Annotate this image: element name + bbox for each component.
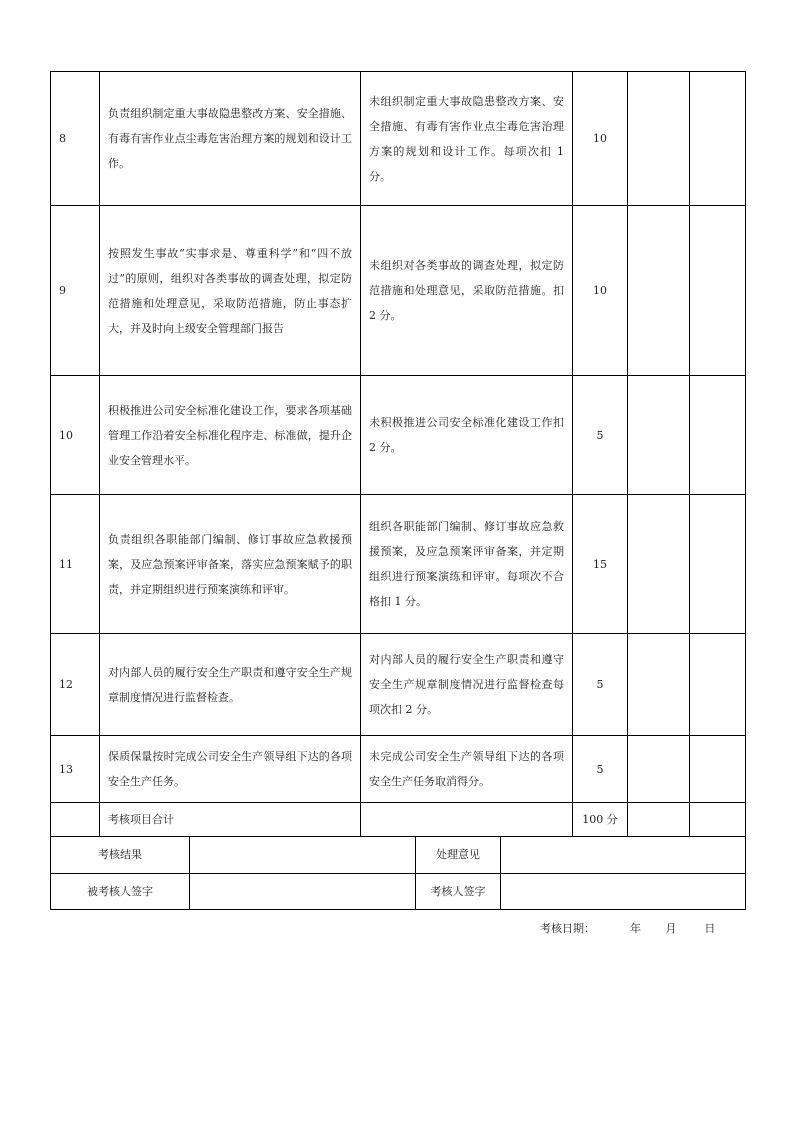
requirement-cell: 对内部人员的履行安全生产职责和遵守安全生产规章制度情况进行监督检查。 [100, 634, 361, 736]
total-remark-cell [690, 803, 746, 837]
remark-cell [690, 736, 746, 803]
deduction-cell [628, 634, 690, 736]
remark-cell [690, 72, 746, 206]
result-label: 考核结果 [51, 837, 190, 874]
table-row [51, 634, 746, 736]
assessment-table [50, 71, 746, 837]
assessee-sign-label: 被考核人签字 [51, 874, 190, 910]
table-row [51, 736, 746, 803]
requirement-cell: 负责组织各职能部门编制、修订事故应急救援预案，及应急预案评审备案，落实应急预案赋予的职责，并定期组织进行预案演练和评审。 [100, 495, 361, 634]
assessment-date: 考核日期： 年 月 日 [540, 922, 716, 935]
row-number: 13 [51, 736, 100, 803]
score-cell: 5 [573, 376, 628, 495]
total-deduction-cell [628, 803, 690, 837]
row-number: 12 [51, 634, 100, 736]
criteria-cell: 未积极推进公司安全标准化建设工作扣 2 分。 [361, 376, 573, 495]
score-cell: 15 [573, 495, 628, 634]
total-row [51, 803, 746, 837]
table-row [51, 376, 746, 495]
row-number: 8 [51, 72, 100, 206]
row-number: 11 [51, 495, 100, 634]
total-score: 100 分 [573, 803, 628, 837]
deduction-cell [628, 206, 690, 376]
requirement-cell: 积极推进公司安全标准化建设工作，要求各项基础管理工作沿着安全标准化程序走、标准做，提升企业安全管理水平。 [100, 376, 361, 495]
table-row [51, 72, 746, 206]
score-cell: 10 [573, 206, 628, 376]
score-cell: 5 [573, 634, 628, 736]
remark-cell [690, 634, 746, 736]
criteria-cell: 对内部人员的履行安全生产职责和遵守安全生产规章制度情况进行监督检查每项次扣 2 分。 [361, 634, 573, 736]
signature-row [51, 874, 746, 910]
deduction-cell [628, 736, 690, 803]
criteria-cell: 未完成公司安全生产领导组下达的各项安全生产任务取消得分。 [361, 736, 573, 803]
requirement-cell: 保质保量按时完成公司安全生产领导组下达的各项安全生产任务。 [100, 736, 361, 803]
criteria-cell: 组织各职能部门编制、修订事故应急救援预案，及应急预案评审备案，并定期组织进行预案演练和评审。每项次不合格扣 1 分。 [361, 495, 573, 634]
deduction-cell [628, 495, 690, 634]
criteria-cell: 未组织对各类事故的调查处理，拟定防范措施和处理意见，采取防范措施。扣 2 分。 [361, 206, 573, 376]
row-number: 9 [51, 206, 100, 376]
assessor-sign-label: 考核人签字 [416, 874, 501, 910]
signature-table [50, 836, 746, 910]
opinion-label: 处理意见 [416, 837, 501, 874]
remark-cell [690, 495, 746, 634]
score-cell: 5 [573, 736, 628, 803]
requirement-cell: 按照发生事故“实事求是、尊重科学”和“四不放过”的原则，组织对各类事故的调查处理，拟定防范措施和处理意见，采取防范措施，防止事态扩大，并及时向上级安全管理部门报告 [100, 206, 361, 376]
total-number-cell [51, 803, 100, 837]
remark-cell [690, 206, 746, 376]
score-cell: 10 [573, 72, 628, 206]
row-number: 10 [51, 376, 100, 495]
assessee-sign-field[interactable] [190, 874, 416, 910]
table-row [51, 206, 746, 376]
deduction-cell [628, 72, 690, 206]
result-row [51, 837, 746, 874]
table-row [51, 495, 746, 634]
total-criteria-cell [361, 803, 573, 837]
opinion-field[interactable] [501, 837, 746, 874]
total-label: 考核项目合计 [100, 803, 361, 837]
assessor-sign-field[interactable] [501, 874, 746, 910]
requirement-cell: 负责组织制定重大事故隐患整改方案、安全措施、有毒有害作业点尘毒危害治理方案的规划和设计工作。 [100, 72, 361, 206]
deduction-cell [628, 376, 690, 495]
result-field[interactable] [190, 837, 416, 874]
remark-cell [690, 376, 746, 495]
criteria-cell: 未组织制定重大事故隐患整改方案、安全措施、有毒有害作业点尘毒危害治理方案的规划和设计工作。每项次扣 1 分。 [361, 72, 573, 206]
